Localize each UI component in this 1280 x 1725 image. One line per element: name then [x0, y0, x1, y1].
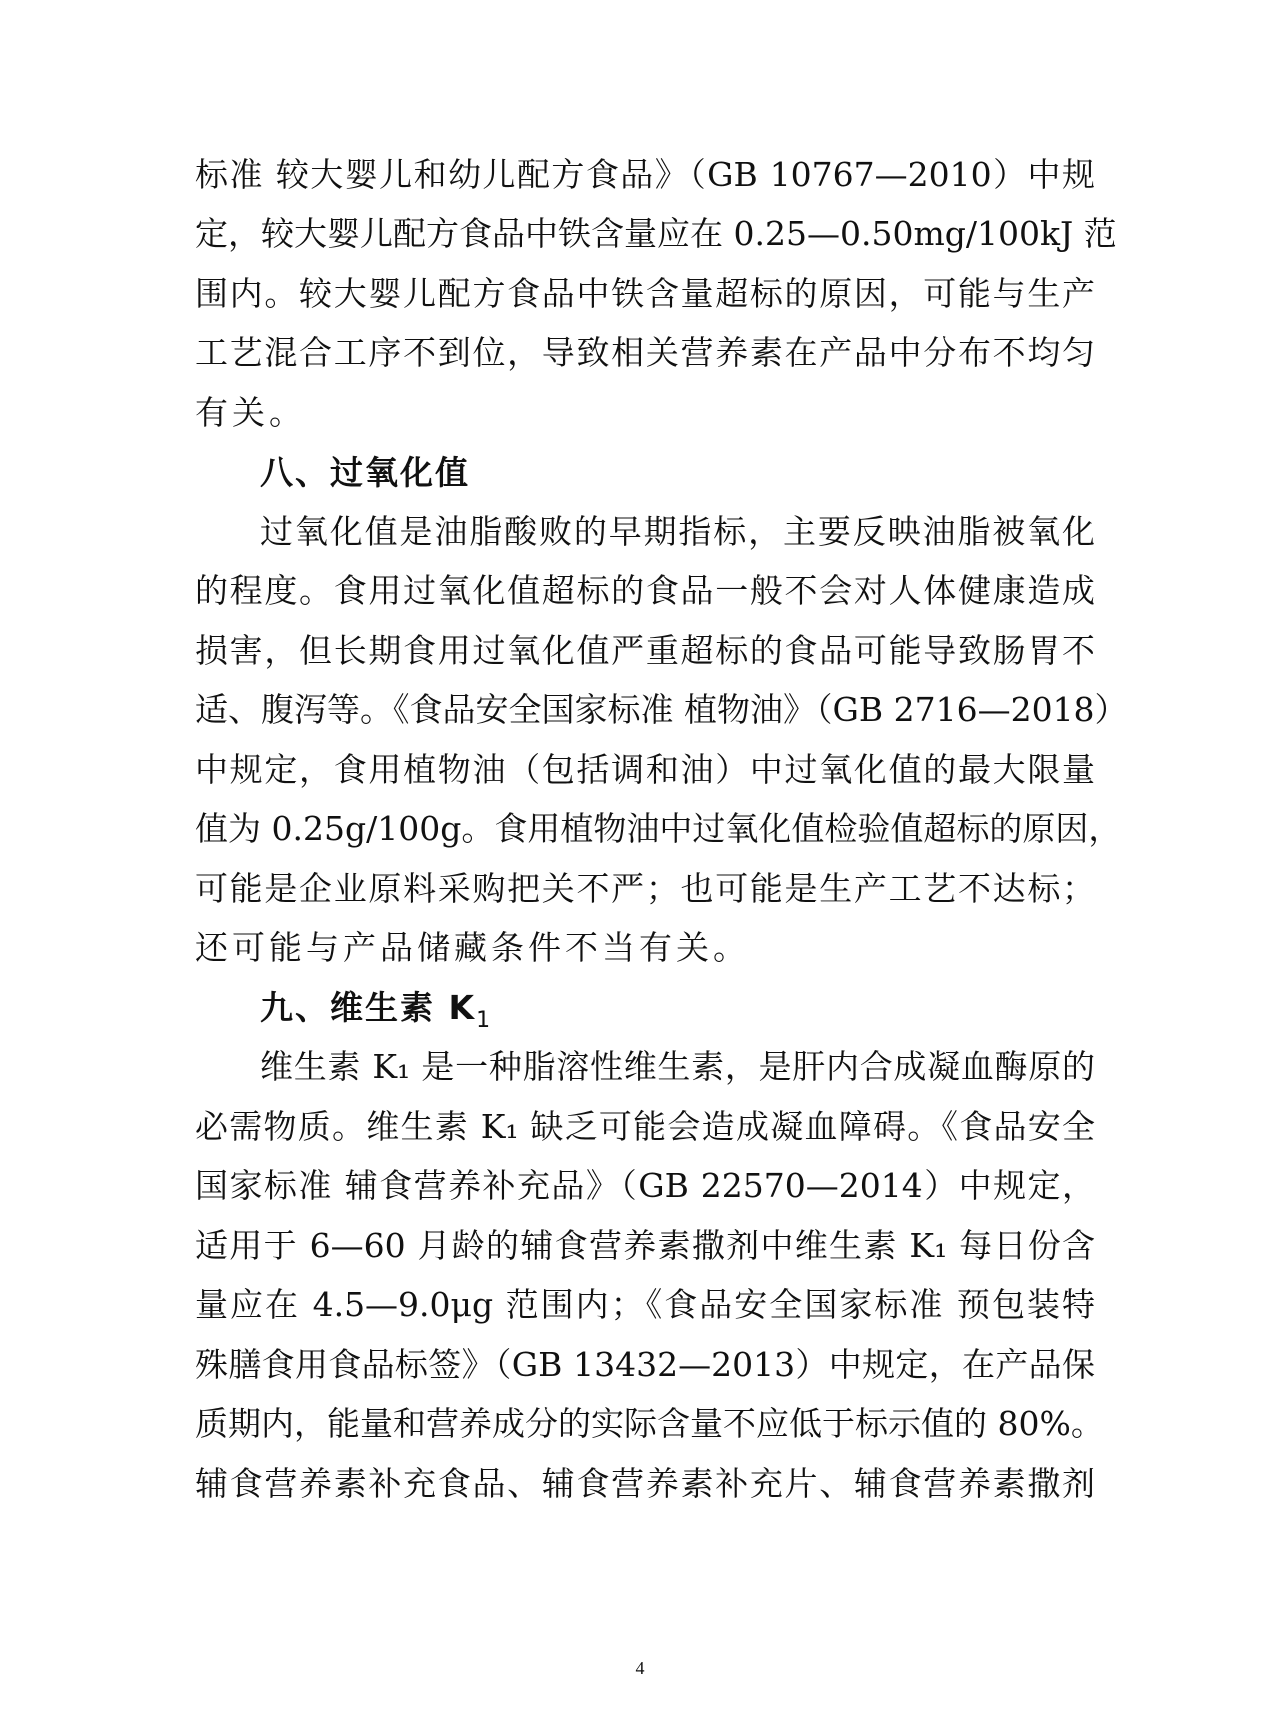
paragraph-line: 量应在 4.5—9.0μg 范围内；《食品安全国家标准 预包装特	[195, 1285, 1095, 1324]
paragraph-line: 必需物质。维生素 K₁ 缺乏可能会造成凝血障碍。《食品安全	[195, 1107, 1095, 1146]
paragraph-line: 适、腹泻等。《食品安全国家标准 植物油》（GB 2716—2018）	[195, 690, 1128, 729]
paragraph-line: 围内。较大婴儿配方食品中铁含量超标的原因，可能与生产	[195, 274, 1095, 313]
paragraph-line: 适用于 6—60 月龄的辅食营养素撒剂中维生素 K₁ 每日份含	[195, 1226, 1095, 1265]
paragraph-line: 质期内，能量和营养成分的实际含量不应低于标示值的 80%。	[195, 1404, 1104, 1443]
page-number: 4	[635, 1658, 645, 1678]
paragraph-line: 过氧化值是油脂酸败的早期指标，主要反映油脂被氧化	[260, 512, 1095, 551]
paragraph-line: 国家标准 辅食营养补充品》（GB 22570—2014）中规定，	[195, 1166, 1095, 1205]
section-heading-vitamin-k1	[260, 988, 491, 1033]
paragraph-line: 辅食营养素补充食品、辅食营养素补充片、辅食营养素撒剂	[195, 1464, 1095, 1503]
paragraph-line: 维生素 K₁ 是一种脂溶性维生素，是肝内合成凝血酶原的	[260, 1047, 1095, 1086]
paragraph-line: 定，较大婴儿配方食品中铁含量应在 0.25—0.50mg/100kJ 范	[195, 214, 1117, 253]
heading-subscript: 1	[476, 1008, 491, 1033]
paragraph-line: 标准 较大婴儿和幼儿配方食品》（GB 10767—2010）中规	[195, 155, 1095, 194]
paragraph-line: 可能是企业原料采购把关不严；也可能是生产工艺不达标；	[195, 869, 1095, 908]
paragraph-line: 值为 0.25g/100g。食用植物油中过氧化值检验值超标的原因，	[195, 809, 1122, 848]
heading-text: 九、维生素 K	[260, 988, 477, 1027]
paragraph-line: 有关。	[195, 393, 306, 432]
paragraph-line: 工艺混合工序不到位，导致相关营养素在产品中分布不均匀	[195, 333, 1095, 372]
paragraph-line: 中规定，食用植物油（包括调和油）中过氧化值的最大限量	[195, 750, 1095, 789]
paragraph-line: 还可能与产品储藏条件不当有关。	[195, 928, 750, 967]
paragraph-line: 损害，但长期食用过氧化值严重超标的食品可能导致肠胃不	[195, 631, 1095, 670]
paragraph-line: 的程度。食用过氧化值超标的食品一般不会对人体健康造成	[195, 571, 1095, 610]
section-heading-peroxide-value: 八、过氧化值	[260, 453, 470, 492]
paragraph-line: 殊膳食用食品标签》（GB 13432—2013）中规定，在产品保	[195, 1345, 1095, 1384]
